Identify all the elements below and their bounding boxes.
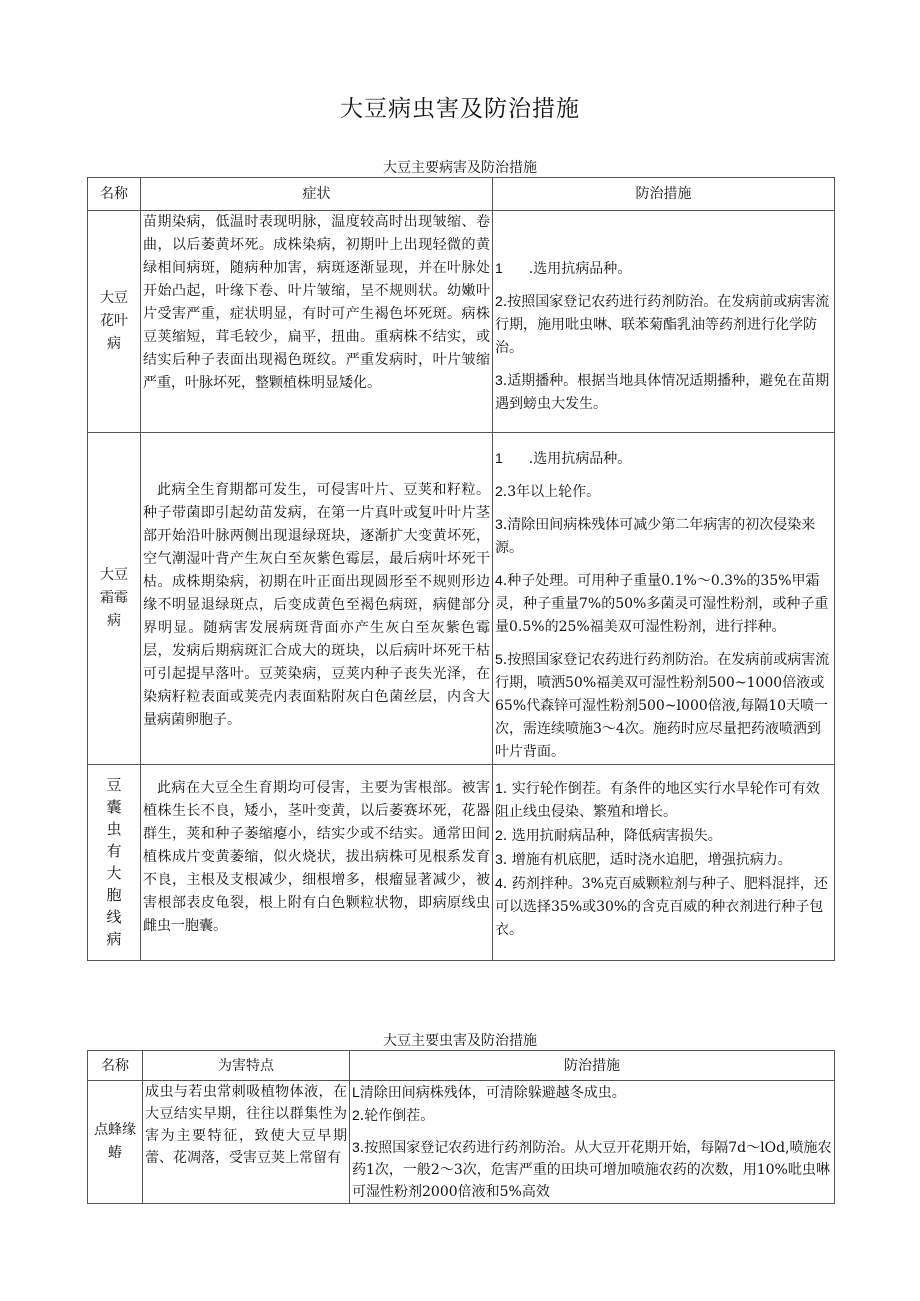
table-row — [88, 765, 835, 961]
control-item: 3.适期播种。根据当地具体情况适期播种，避免在苗期遇到螃虫大发生。 — [495, 372, 830, 412]
control-item: 2.3年以上轮作。 — [495, 483, 601, 500]
header-symptom: 症状 — [141, 178, 493, 211]
control-item: L清除田间病株残体，可清除躲避越冬成虫。 — [352, 1084, 626, 1101]
header-name: 名称 — [88, 178, 141, 211]
disease-name: 大豆花叶病 — [88, 211, 141, 433]
pest-table-caption: 大豆主要虫害及防治措施 — [383, 1033, 537, 1049]
control-item: 1 .选用抗病品种。 — [495, 450, 632, 467]
pest-control — [350, 1081, 835, 1204]
control-item: 3.按照国家登记农药进行药剂防治。从大豆开花期开始，每隔7d～lOd,喷施农药1次，一般2～3次，危害严重的田块可增加喷施农药的次数，用10%吡虫啉可湿性粉剂2000倍液和5%高效 — [352, 1139, 832, 1200]
table-header-row — [88, 1051, 835, 1081]
disease-name: 豆囊虫有大胞线病 — [88, 765, 141, 961]
control-item: 4. 药剂拌种。3%克百威颗粒剂与种子、肥料混拌，还可以选择35%或30%的含克百威的种衣剂进行种子包衣。 — [495, 875, 828, 938]
disease-control — [493, 765, 835, 961]
header-name: 名称 — [88, 1051, 143, 1081]
disease-control — [493, 433, 835, 765]
disease-symptom: 此病全生育期都可发生，可侵害叶片、豆荚和籽粒。种子带菌即引起幼苗发病，在第一片真叶或复叶叶片茎部开始沿叶脉两侧出现退绿斑块，逐渐扩大变黄坏死，空气潮湿叶背产生灰白至灰紫色霉层，最后病叶坏死干枯。成株期染病，初期在叶正面出现圆形至不规则形边缘不明显退绿斑点，后变成黄色至褐色病斑，病健部分界明显。随病害发展病斑背面亦产生灰白至灰紫色霉层，发病后期病斑汇合成大的斑块，以后病叶坏死干枯可引起提早落叶。豆荚染病，豆荚内种子丧失光泽，在染病籽粒表面或荚壳内表面粘附灰白色菌丝层，内含大量病菌卵胞子。 — [141, 433, 493, 765]
control-item: 3.清除田间病株残体可减少第二年病害的初次侵染来源。 — [495, 516, 816, 556]
control-item: 1 .选用抗病品种。 — [495, 260, 632, 277]
disease-name: 大豆霜霉病 — [88, 433, 141, 765]
document-title: 大豆病虫害及防治措施 — [340, 96, 580, 122]
disease-symptom: 此病在大豆全生育期均可侵害，主要为害根部。被害植株生长不良，矮小，茎叶变黄，以后萎赛坏死，花器群生，荚和种子萎缩瘪小，结实少或不结实。通常田间植株成片变黄萎缩，似火烧状，拔出病株可见根系发育不良，主根及支根减少，细根增多，根瘤显著减少，被害根部表皮龟裂，根上附有白色颗粒状物，即病原线虫雌虫一胞囊。 — [141, 765, 493, 961]
disease-table — [87, 177, 835, 961]
control-item: 1. 实行轮作倒茬。有条件的地区实行水旱轮作可有效阻止线虫侵染、繁殖和增长。 — [495, 780, 820, 820]
control-item: 5.按照国家登记农药进行药剂防治。在发病前或病害流行期，喷洒50%福美双可湿性粉剂500~1000倍液或65%代森锌可湿性粉剂500~l000倍液,每隔10天喷一次，需连续喷施3～4次。施药时应尽量把药液喷洒到叶片背面。 — [495, 651, 830, 760]
control-item: 2.按照国家登记农药进行药剂防治。在发病前或病害流行期，施用吡虫啉、联苯菊酯乳油等药剂进行化学防治。 — [495, 293, 830, 356]
header-control: 防治措施 — [350, 1051, 835, 1081]
table-row — [88, 1081, 835, 1204]
pest-table — [87, 1050, 835, 1204]
pest-harm: 成虫与若虫常刺吸植物体液，在大豆结实早期，往往以群集性为害为主要特征，致使大豆早期蕾、花凋落，受害豆荚上常留有 — [143, 1081, 350, 1204]
pest-name: 点蜂缘蝽 — [88, 1081, 143, 1204]
control-item: 2. 选用抗耐病品种，降低病害损失。 — [495, 827, 722, 844]
table-row — [88, 433, 835, 765]
control-item: 4.种子处理。可用种子重量0.1%～0.3%的35%甲霜灵，种子重量7%的50%多菌灵可湿性粉剂，或种子重量0.5%的25%福美双可湿性粉剂，进行拌种。 — [495, 572, 829, 635]
header-harm: 为害特点 — [143, 1051, 350, 1081]
control-item: 3. 增施有机底肥，适时浇水追肥，增强抗病力。 — [495, 851, 792, 868]
table-row — [88, 211, 835, 433]
disease-control — [493, 211, 835, 433]
control-item: 2.轮作倒茬。 — [352, 1107, 435, 1124]
disease-symptom: 苗期染病，低温时表现明脉，温度较高时出现皱缩、卷曲，以后萎黄坏死。成株染病，初期叶上出现轻微的黄绿相间病斑，随病种加害，病斑逐渐显现，并在叶脉处开始凸起，叶缘下卷、叶片皱缩，呈不规则状。幼嫩叶片受害严重，症状明显，有时可产生褐色坏死斑。病株豆荚缩短，茸毛较少，扁平，扭曲。重病株不结实，或结实后种子表面出现褐色斑纹。严重发病时，叶片皱缩严重，叶脉坏死，整颗植株明显矮化。 — [141, 211, 493, 433]
disease-table-caption: 大豆主要病害及防治措施 — [383, 160, 537, 176]
header-control: 防治措施 — [493, 178, 835, 211]
table-header-row — [88, 178, 835, 211]
